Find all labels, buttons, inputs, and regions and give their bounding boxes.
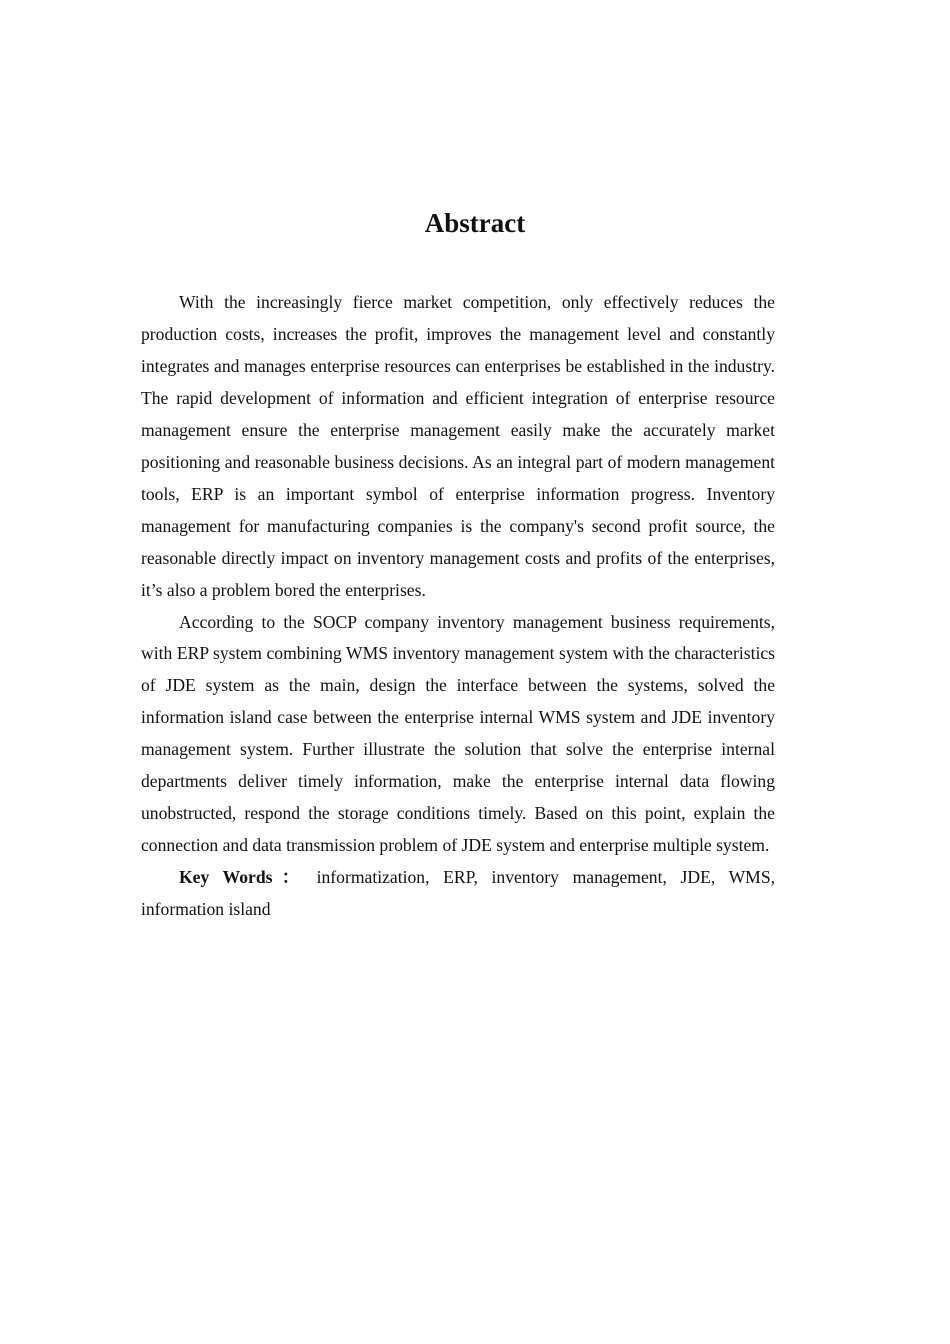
abstract-body [141,287,775,926]
abstract-paragraph-2: According to the SOCP company inventory management business requirements, with ERP system combining WMS inventory management system with the characteristics of JDE system as the main, design the interface between the systems, solved the information island case between the enterprise internal WMS system and JDE inventory management system. Further illustrate the solution that solve the enterprise internal departments deliver timely information, make the enterprise internal data flowing unobstructed, respond the storage conditions timely. Based on this point, explain the connection and data transmission problem of JDE system and enterprise multiple system. [141,611,775,856]
abstract-paragraph-1: With the increasingly fierce market competition, only effectively reduces the production costs, increases the profit, improves the management level and constantly integrates and manages enterprise resources can enterprises be established in the industry. The rapid development of information and efficient integration of enterprise resource management ensure the enterprise management easily make the accurately market positioning and reasonable business decisions. As an integral part of modern management tools, ERP is an important symbol of enterprise information progress. Inventory management for manufacturing companies is the company's second profit source, the reasonable directly impact on inventory management costs and profits of the enterprises, it’s also a problem bored the enterprises. [141,292,775,600]
keywords-text: informatization, ERP, inventory management, JDE, WMS, information island [141,867,776,920]
page-title: Abstract [424,208,526,238]
keywords-paragraph [141,862,775,926]
keywords-label: Key Words [179,867,273,888]
keywords-separator: ： [272,867,309,888]
